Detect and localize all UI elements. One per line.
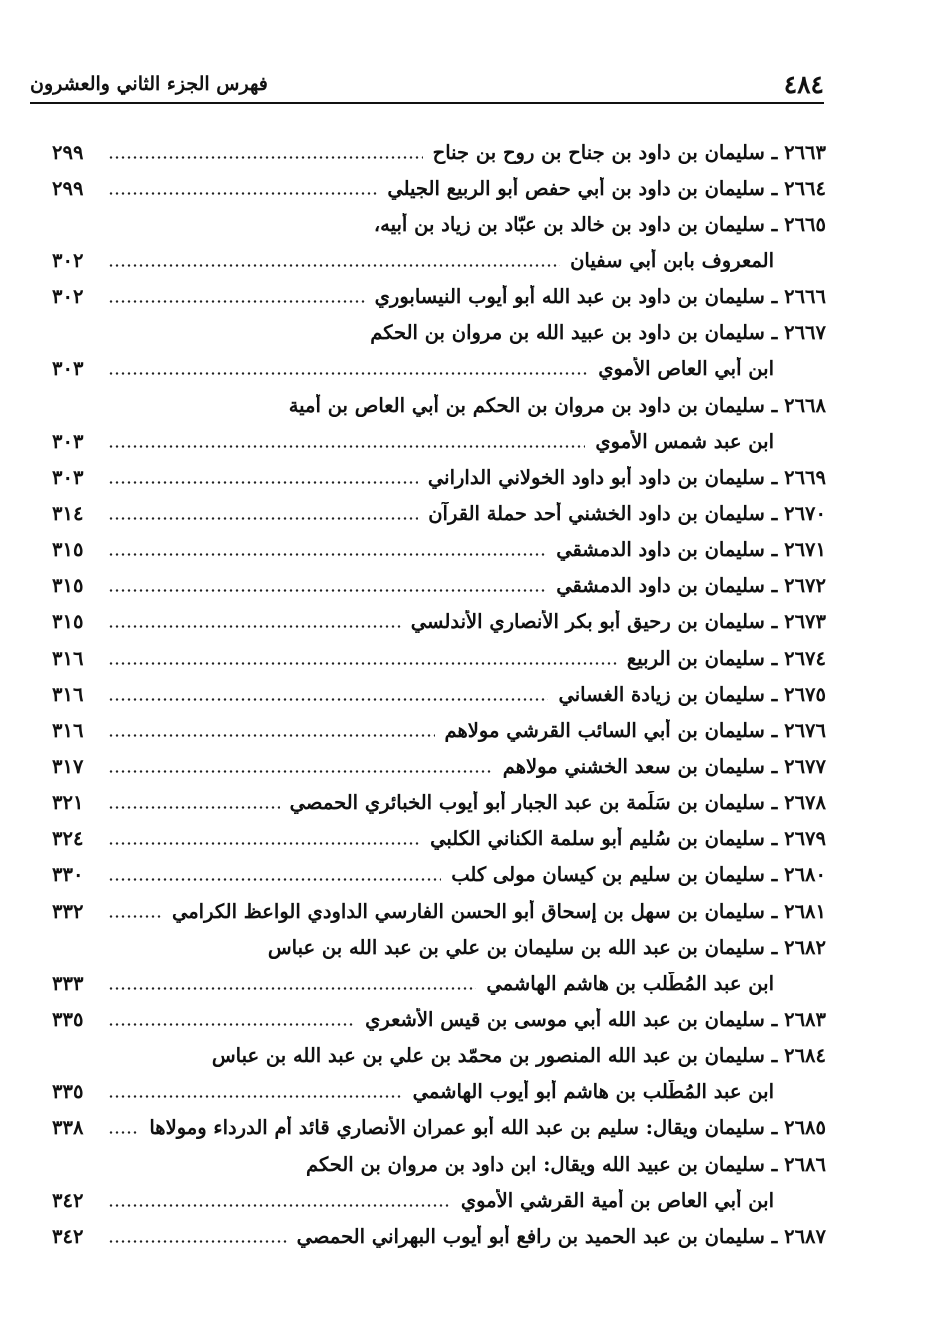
entry-title: سليمان بن زيادة الغساني [558,682,765,706]
entry-number: ٢٦٦٨ [784,393,826,417]
entry-page: ٣٤٢ [52,1224,84,1248]
entry-number: ٢٦٨٥ [784,1116,826,1140]
entry-number: ٢٦٦٣ [784,140,826,164]
table-of-contents [52,134,826,1254]
entry-separator: ـ [764,1152,785,1176]
entry-number: ٢٦٧٤ [784,646,826,670]
entry-separator: ـ [764,899,785,923]
toc-entry [52,1182,826,1218]
entry-separator: ـ [764,212,785,236]
dot-leader [108,481,418,484]
entry-number: ٢٦٦٥ [784,212,826,236]
entry-title: سليمان بن أبي السائب القرشي مولاهم [444,718,765,742]
entry-separator: ـ [764,1007,785,1031]
entry-page: ٢٩٩ [52,176,84,200]
entry-title: سليمان بن داود بن مروان بن الحكم بن أبي العاص بن أمية [288,393,765,417]
toc-entry [52,206,826,242]
dot-leader [108,553,546,556]
entry-page: ٣٣٢ [52,899,84,923]
entry-title: سليمان بن عبيد الله ويقال: ابن داود بن مروان بن الحكم [306,1152,765,1176]
entry-number: ٢٦٧٨ [784,791,826,815]
toc-entry [52,965,826,1001]
entry-separator: ـ [764,176,785,200]
entry-separator: ـ [764,718,785,742]
entry-page: ٣٣٥ [52,1007,84,1031]
entry-title: سليمان بن سليم بن كيسان مولى كلب [451,863,765,887]
dot-leader [108,156,423,159]
toc-entry [52,1218,826,1254]
entry-separator: ـ [764,791,785,815]
entry-number: ٢٦٨٦ [784,1152,826,1176]
dot-leader [108,1240,287,1243]
entry-page: ٣٠٣ [52,465,84,489]
dot-leader [108,264,560,267]
entry-number: ٢٦٧٥ [784,682,826,706]
dot-leader [108,842,420,845]
entry-page: ٣١٥ [52,538,84,562]
toc-entry [52,387,826,423]
toc-entry [52,1038,826,1074]
entry-separator: ـ [764,1224,785,1248]
entry-title: سليمان بن عبد الحميد بن رافع أبو أيوب البهراني الحمصي [296,1224,765,1248]
toc-entry [52,1001,826,1037]
entry-separator: ـ [764,1044,785,1068]
entry-page: ٣١٤ [52,501,84,525]
entry-separator: ـ [764,646,785,670]
entry-title: سليمان بن الربيع [626,646,765,670]
dot-leader [108,1131,139,1134]
entry-page: ٣١٦ [52,646,84,670]
entry-number: ٢٦٦٦ [784,285,826,309]
entry-title: سليمان بن سعد الخشني مولاهم [502,754,765,778]
entry-separator: ـ [764,574,785,598]
dot-leader [108,300,365,303]
entry-title: ابن أبي العاص الأموي [598,357,774,381]
entry-page: ٣٠٣ [52,429,84,453]
entry-title: ابن عبد شمس الأموي [595,429,774,453]
dot-leader [108,1095,403,1098]
toc-entry [52,242,826,278]
entry-title: سليمان بن داود بن جناح بن روح بن جناح [432,140,765,164]
dot-leader [108,878,441,881]
entry-separator: ـ [764,754,785,778]
entry-separator: ـ [764,610,785,634]
dot-leader [108,915,162,918]
entry-page: ٣٤٢ [52,1188,84,1212]
toc-entry [52,676,826,712]
entry-title: ابن عبد المُطّلب بن هاشم الهاشمي [486,971,774,995]
entry-title: سليمان ويقال: سليم بن عبد الله أبو عمران الأنصاري قائد أم الدرداء ومولاها [149,1116,765,1140]
entry-title: سليمان بن داود بن خالد بن عبّاد بن زياد بن أبيه، [373,212,765,236]
entry-page: ٣٠٢ [52,285,84,309]
entry-title: سليمان بن سهل بن إسحاق أبو الحسن الفارسي الداودي الواعظ الكرامي [171,899,765,923]
entry-separator: ـ [764,501,785,525]
toc-entry [52,712,826,748]
entry-number: ٢٦٧٣ [784,610,826,634]
toc-entry [52,351,826,387]
entry-number: ٢٦٧١ [784,538,826,562]
toc-entry [52,785,826,821]
entry-page: ٣٣٥ [52,1080,84,1104]
entry-page: ٣٣٠ [52,863,84,887]
entry-title: ابن عبد المُطّلب بن هاشم أبو أيوب الهاشمي [412,1080,774,1104]
entry-number: ٢٦٨٣ [784,1007,826,1031]
entry-separator: ـ [764,538,785,562]
toc-entry [52,821,826,857]
entry-number: ٢٦٨١ [784,899,826,923]
entry-title: سليمان بن داود الدمشقي [556,538,765,562]
toc-entry [52,568,826,604]
dot-leader [108,192,377,195]
entry-page: ٣١٦ [52,718,84,742]
entry-title: سليمان بن داود الدمشقي [556,574,765,598]
dot-leader [108,806,280,809]
toc-entry [52,170,826,206]
entry-separator: ـ [764,827,785,851]
toc-entry [52,459,826,495]
entry-number: ٢٦٦٩ [784,465,826,489]
entry-page: ٣٠٢ [52,248,84,272]
entry-page: ٣٣٨ [52,1116,84,1140]
dot-leader [108,734,435,737]
entry-title: سليمان بن داود أبو داود الخولاني الداراني [427,465,765,489]
entry-title: ابن أبي العاص بن أُمية القرشي الأموي [460,1188,774,1212]
entry-title: سليمان بن داود بن عبيد الله بن مروان بن الحكم [370,321,765,345]
entry-separator: ـ [764,1116,785,1140]
dot-leader [108,625,401,628]
entry-number: ٢٦٦٤ [784,176,826,200]
entry-separator: ـ [764,140,785,164]
toc-entry [52,532,826,568]
running-title: فهرس الجزء الثاني والعشرون [30,73,268,95]
toc-entry [52,423,826,459]
dot-leader [108,1204,451,1207]
dot-leader [108,770,493,773]
dot-leader [108,698,548,701]
dot-leader [108,372,588,375]
entry-number: ٢٦٧٠ [784,501,826,525]
page-number: ٤٨٤ [783,69,824,99]
entry-page: ٣٢١ [52,791,84,815]
entry-page: ٣١٥ [52,610,84,634]
toc-entry [52,893,826,929]
entry-title: سليمان بن عبد الله أبي موسى بن قيس الأشعري [365,1007,765,1031]
toc-entry [52,495,826,531]
entry-title: سليمان بن سُليم أبو سلمة الكناني الكلبي [430,827,765,851]
toc-entry [52,748,826,784]
dot-leader [108,662,617,665]
toc-entry [52,134,826,170]
entry-title: سليمان بن داود بن أبي حفص أبو الربيع الجيلي [387,176,765,200]
entry-separator: ـ [764,863,785,887]
entry-number: ٢٦٧٢ [784,574,826,598]
entry-page: ٣٢٤ [52,827,84,851]
entry-number: ٢٦٧٩ [784,827,826,851]
entry-title: سليمان بن رحيق أبو بكر الأنصاري الأندلسي [410,610,765,634]
entry-number: ٢٦٧٦ [784,718,826,742]
entry-separator: ـ [764,935,785,959]
toc-entry [52,857,826,893]
entry-page: ٣٠٣ [52,357,84,381]
entry-page: ٢٩٩ [52,140,84,164]
toc-entry [52,640,826,676]
entry-title: سليمان بن داود بن عبد الله أبو أيوب النيسابوري [374,285,765,309]
page-header [30,66,824,104]
toc-entry [52,1074,826,1110]
toc-entry [52,279,826,315]
entry-separator: ـ [764,321,785,345]
dot-leader [108,987,476,990]
entry-title: سليمان بن سَلَمة بن عبد الجبار أبو أيوب الخبائري الحمصي [289,791,765,815]
dot-leader [108,589,546,592]
entry-separator: ـ [764,393,785,417]
dot-leader [108,1023,355,1026]
entry-number: ٢٦٧٧ [784,754,826,778]
entry-page: ٣١٧ [52,754,84,778]
entry-separator: ـ [764,682,785,706]
toc-entry [52,929,826,965]
entry-number: ٢٦٨٤ [784,1044,826,1068]
entry-separator: ـ [764,465,785,489]
toc-entry [52,604,826,640]
toc-entry [52,1110,826,1146]
entry-page: ٣٣٣ [52,971,84,995]
entry-number: ٢٦٨٠ [784,863,826,887]
entry-number: ٢٦٦٧ [784,321,826,345]
entry-separator: ـ [764,285,785,309]
toc-entry [52,1146,826,1182]
entry-number: ٢٦٨٧ [784,1224,826,1248]
toc-entry [52,315,826,351]
entry-page: ٣١٥ [52,574,84,598]
dot-leader [108,445,585,448]
entry-title: سليمان بن داود الخشني أحد حملة القرآن [428,501,765,525]
entry-title: سليمان بن عبد الله بن سليمان بن علي بن عبد الله بن عباس [267,935,765,959]
entry-title: سليمان بن عبد الله المنصور بن محمّد بن علي بن عبد الله بن عباس [211,1044,765,1068]
entry-title: المعروف بابن أبي سفيان [570,248,774,272]
dot-leader [108,517,418,520]
entry-page: ٣١٦ [52,682,84,706]
entry-number: ٢٦٨٢ [784,935,826,959]
